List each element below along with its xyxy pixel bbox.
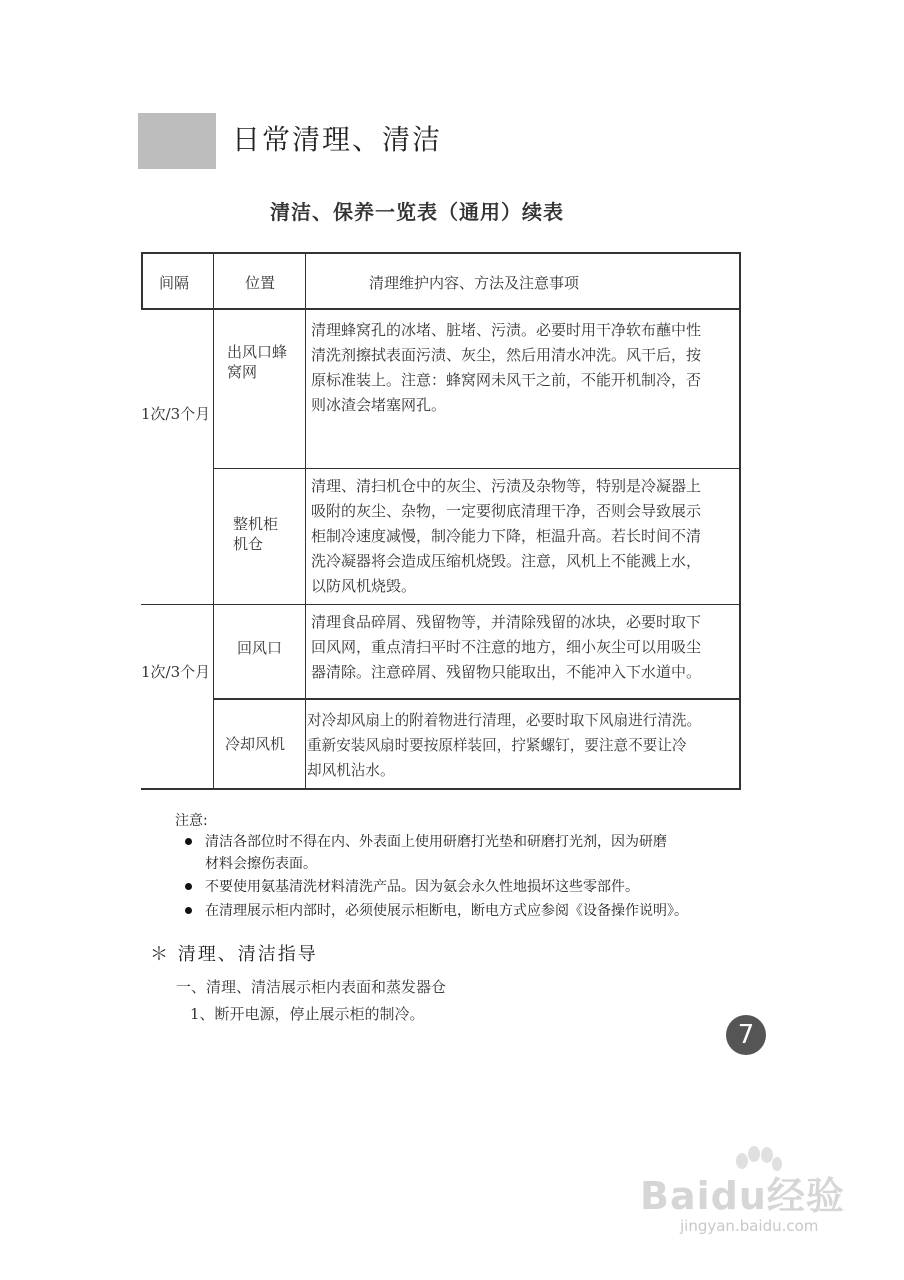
guide-line: 1、断开电源，停止展示柜的制冷。 <box>190 1005 425 1023</box>
location-line: 整机柜 <box>233 515 279 533</box>
guide-title: ＊ 清理、清洁指导 <box>150 944 318 965</box>
page-title: 日常清理、清洁 <box>232 123 443 156</box>
baidu-watermark <box>640 1145 860 1240</box>
watermark-url: jingyan.baidu.com <box>680 1217 819 1235</box>
content-line: 柜制冷速度减慢，制冷能力下降，柜温升高。若长时间不清 <box>311 527 702 545</box>
location-line: 冷却风机 <box>225 735 286 753</box>
content-line: 器清除。注意碎屑、残留物只能取出，不能冲入下水道中。 <box>311 663 702 681</box>
body-col-line-2b <box>305 468 306 790</box>
header-interval: 间隔 <box>159 274 190 292</box>
header-location: 位置 <box>245 274 276 292</box>
watermark-logo: Baidu经验 <box>640 1174 845 1218</box>
table-border-bottom <box>141 788 741 790</box>
content-line: 以防风机烧毁。 <box>311 577 417 595</box>
body-col-line-2a <box>305 310 306 468</box>
content-line: 对冷却风扇上的附着物进行清理，必要时取下风扇进行清洗。 <box>307 712 702 729</box>
location-line: 机仓 <box>233 535 264 553</box>
header-content: 清理维护内容、方法及注意事项 <box>369 274 580 292</box>
content-cell <box>311 474 701 599</box>
note-line: 材料会擦伤表面。 <box>205 856 317 872</box>
content-line: 重新安装风扇时要按原样装回，拧紧螺钉，要注意不要让冷 <box>307 737 687 754</box>
header-col-line-1 <box>213 252 214 308</box>
note-line: 清洁各部位时不得在内、外表面上使用研磨打光垫和研磨打光剂，因为研磨 <box>205 834 667 850</box>
row-divider-3 <box>213 698 741 700</box>
location-line: 窝网 <box>227 363 258 381</box>
content-line: 回风网，重点清扫平时不注意的地方，细小灰尘可以用吸尘 <box>311 638 702 656</box>
notes-title: 注意: <box>175 813 208 829</box>
table-title: 清洁、保养一览表（通用）续表 <box>270 200 564 224</box>
content-line: 清洗剂擦拭表面污渍、灰尘，然后用清水冲洗。风干后，按 <box>311 346 702 364</box>
location-cell <box>225 732 285 757</box>
bullet-icon <box>185 883 192 890</box>
note-line: 在清理展示柜内部时，必须使展示柜断电，断电方式应参阅《设备操作说明》。 <box>205 903 688 919</box>
group-divider <box>141 604 741 605</box>
content-line: 则冰渣会堵塞网孔。 <box>311 396 447 414</box>
location-cell <box>227 342 287 382</box>
content-line: 原标准装上。注意：蜂窝网未风干之前，不能开机制冷，否 <box>311 371 702 389</box>
content-cell <box>311 318 701 418</box>
content-line: 吸附的灰尘、杂物，一定要彻底清理干净，否则会导致展示 <box>311 502 702 520</box>
note-item <box>205 876 639 898</box>
content-line: 清理蜂窝孔的冰堵、脏堵、污渍。必要时用干净软布蘸中性 <box>311 321 702 339</box>
body-col-line-1 <box>213 310 214 790</box>
guide-line: 一、清理、清洁展示柜内表面和蒸发器仓 <box>176 978 447 996</box>
content-cell <box>311 610 701 685</box>
content-line: 清理食品碎屑、残留物等，并清除残留的冰块，必要时取下 <box>311 613 702 631</box>
table-border-left-header <box>141 252 143 308</box>
header-divider <box>141 308 741 310</box>
header-col-line-2 <box>305 252 306 308</box>
interval-cell: 1次/3个月 <box>141 405 211 423</box>
bullet-icon <box>185 838 192 845</box>
row-divider-1 <box>213 468 741 469</box>
title-decoration-block <box>138 113 216 169</box>
note-line: 不要使用氨基清洗材料清洗产品。因为氨会永久性地损坏这些零部件。 <box>205 879 639 895</box>
interval-cell: 1次/3个月 <box>141 663 211 681</box>
content-line: 却风机沾水。 <box>307 762 395 779</box>
note-item <box>205 900 688 922</box>
table-border-top <box>141 252 741 254</box>
note-item <box>205 831 667 875</box>
location-cell <box>233 514 278 554</box>
content-cell <box>307 708 701 783</box>
location-line: 出风口蜂 <box>227 343 288 361</box>
table-border-right <box>739 252 741 790</box>
content-line: 洗冷凝器将会造成压缩机烧毁。注意，风机上不能溅上水， <box>311 552 702 570</box>
page-number: 7 <box>726 1015 766 1055</box>
location-cell <box>237 636 282 661</box>
location-line: 回风口 <box>237 639 283 657</box>
maintenance-table <box>141 252 741 790</box>
bullet-icon <box>185 907 192 914</box>
content-line: 清理、清扫机仓中的灰尘、污渍及杂物等，特别是冷凝器上 <box>311 477 702 495</box>
